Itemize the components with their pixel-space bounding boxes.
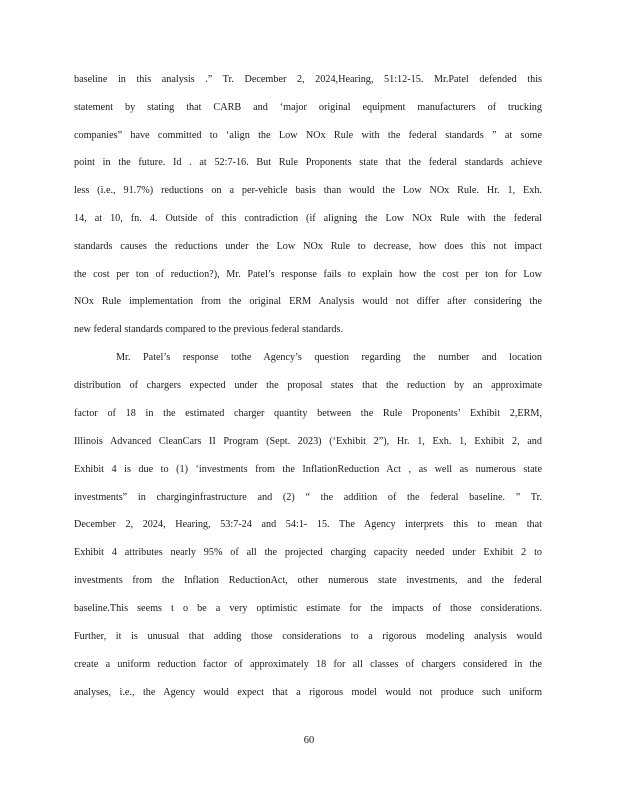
text-line: 14, at 10, fn. 4. Outside of this contradiction (if aligning the Low NOx Rule with the federal xyxy=(74,213,542,224)
text-line: less (i.e., 91.7%) reductions on a per-vehicle basis than would the Low NOx Rule. Hr. 1, Exh. xyxy=(74,185,542,197)
text-line: distribution of chargers expected under the proposal states that the reduction by an approximate xyxy=(74,379,542,391)
text-line: investments from the Inflation ReductionAct, other numerous state investments, and the federal xyxy=(74,575,542,587)
text-line: standards causes the reductions under the Low NOx Rule to decrease, how does this not impact xyxy=(74,240,542,252)
text-line: analyses, i.e., the Agency would expect that a rigorous model would not produce such uniform xyxy=(74,686,542,698)
text-line: Further, it is unusual that adding those considerations to a rigorous modeling analysis would xyxy=(74,631,542,642)
text-line: Exhibit 4 attributes nearly 95% of all the projected charging capacity needed under Exhibit 2 to xyxy=(74,547,542,559)
text-line: Exhibit 4 is due to (1) ‘investments from the InflationReduction Act , as well as numerous state xyxy=(74,463,542,475)
page-number: 60 xyxy=(303,735,315,746)
text-line: investments” in charginginfrastructure and (2) “ the addition of the federal baseline. ” Tr. xyxy=(74,491,542,503)
text-line: new federal standards compared to the previous federal standards. xyxy=(74,324,344,336)
text-line: create a uniform reduction factor of approximately 18 for all classes of chargers considered in the xyxy=(74,658,542,670)
text-line: factor of 18 in the estimated charger quantity between the Rule Proponents’ Exhibit 2,ERM, xyxy=(74,407,542,419)
text-line: point in the future. Id . at 52:7-16. But Rule Proponents state that the federal standards achieve xyxy=(74,157,542,169)
text-line: companies” have committed to ‘align the Low NOx Rule with the federal standards ” at some xyxy=(74,129,542,141)
text-line: baseline.This seems t o be a very optimistic estimate for the impacts of those considerations. xyxy=(74,603,542,615)
text-line: baseline in this analysis .” Tr. December 2, 2024,Hearing, 51:12-15. Mr.Patel defended this xyxy=(74,74,542,85)
text-line: Illinois Advanced CleanCars II Program (Sept. 2023) (‘Exhibit 2”), Hr. 1, Exh. 1, Exhibit 2, and xyxy=(74,435,542,447)
text-line: the cost per ton of reduction?), Mr. Patel’s response fails to explain how the cost per ton for Low xyxy=(74,268,542,280)
text-line: Mr. Patel’s response tothe Agency’s question regarding the number and location xyxy=(116,352,542,363)
text-line: statement by stating that CARB and ‘major original equipment manufacturers of trucking xyxy=(74,101,542,113)
text-line: NOx Rule implementation from the original ERM Analysis would not differ after considering the xyxy=(74,296,542,308)
text-line: December 2, 2024, Hearing, 53:7-24 and 54:1- 15. The Agency interprets this to mean that xyxy=(74,519,542,531)
